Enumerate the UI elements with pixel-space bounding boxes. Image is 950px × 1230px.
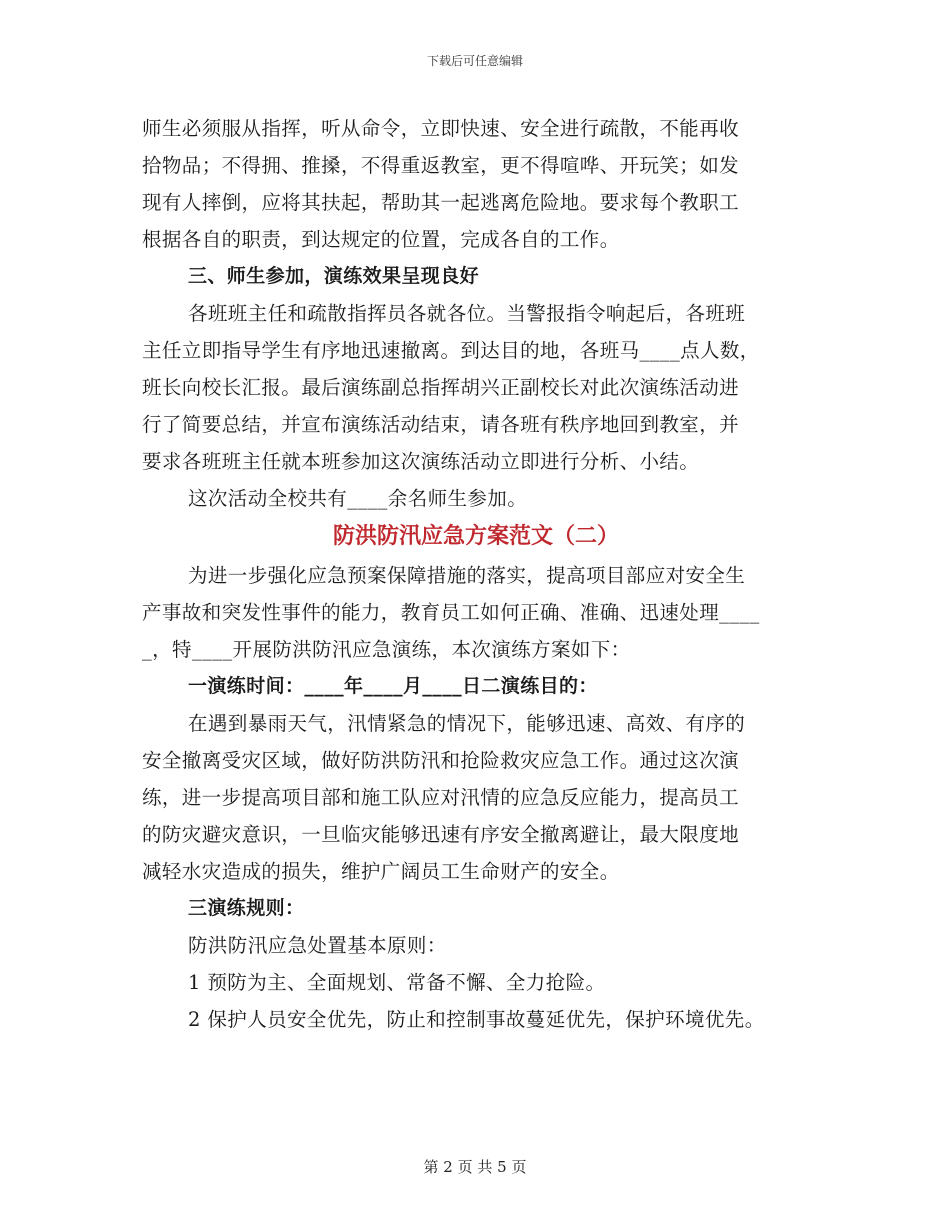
- text-line: 减轻水灾造成的损失，维护广阔员工生命财产的安全。: [142, 860, 620, 883]
- document-title: 防洪防汛应急方案范文（二）: [332, 524, 619, 549]
- text-line: 的防灾避灾意识，一旦临灾能够迅速有序安全撤离避让，最大限度地: [142, 823, 740, 846]
- text-line: 在遇到暴雨天气，汛情紧急的情况下，能够迅速、高效、有序的: [188, 712, 746, 735]
- text-line: _，特____开展防洪防汛应急演练，本次演练方案如下：: [142, 638, 631, 661]
- section-heading-rules: 三演练规则：: [188, 897, 305, 919]
- text-line: 安全撤离受灾区域，做好防洪防汛和抢险救灾应急工作。通过这次演: [142, 749, 740, 772]
- text-line: 练，进一步提高项目部和施工队应对汛情的应急反应能力，提高员工: [142, 786, 740, 809]
- text-line: 班长向校长汇报。最后演练副总指挥胡兴正副校长对此次演练活动进: [142, 376, 740, 399]
- paragraph-principles: 防洪防汛应急处置基本原则：: [188, 934, 447, 957]
- text-line: 要求各班班主任就本班参加这次演练活动立即进行分析、小结。: [142, 450, 700, 473]
- text-line: 根据各自的职责，到达规定的位置，完成各自的工作。: [142, 228, 620, 251]
- paragraph-participants: 这次活动全校共有____余名师生参加。: [188, 487, 528, 510]
- document-body: [142, 110, 810, 1038]
- page-header: 下载后可任意编辑: [426, 54, 523, 68]
- paragraph-drill-result: [142, 295, 810, 480]
- section-heading-3: 三、师生参加，演练效果呈现良好: [188, 265, 480, 287]
- paragraph-purpose: [142, 705, 810, 890]
- text-line: 现有人摔倒，应将其扶起，帮助其一起逃离危险地。要求每个教职工: [142, 191, 740, 214]
- text-line: 为进一步强化应急预案保障措施的落实，提高项目部应对安全生: [188, 564, 746, 587]
- text-line: 产事故和突发性事件的能力，教育员工如何正确、准确、迅速处理____: [142, 601, 760, 624]
- text-line: 各班班主任和疏散指挥员各就各位。当警报指令响起后，各班班: [188, 302, 746, 325]
- page-footer: 第 2 页 共 5 页: [423, 1158, 527, 1176]
- paragraph-evacuation-rules: [142, 110, 810, 258]
- list-item: 1 预防为主、全面规划、常备不懈、全力抢险。: [188, 971, 606, 994]
- text-line: 师生必须服从指挥，听从命令，立即快速、安全进行疏散，不能再收: [142, 117, 740, 140]
- paragraph-intro: [142, 557, 810, 668]
- text-line: 拾物品；不得拥、推搡，不得重返教室，更不得喧哗、开玩笑；如发: [142, 154, 740, 177]
- list-item: 2 保护人员安全优先，防止和控制事故蔓延优先，保护环境优先。: [188, 1008, 765, 1031]
- section-heading-time: 一演练时间：____年____月____日二演练目的：: [188, 675, 598, 697]
- text-line: 主任立即指导学生有序地迅速撤离。到达目的地，各班马____点人数，: [142, 339, 760, 362]
- text-line: 行了简要总结，并宣布演练活动结束，请各班有秩序地回到教室，并: [142, 413, 740, 436]
